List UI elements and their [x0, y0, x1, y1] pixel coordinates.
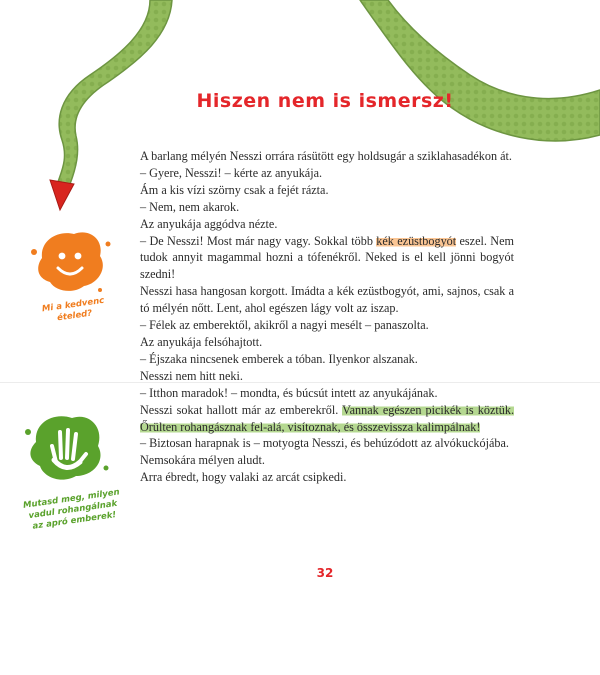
text-span: – De Nesszi! Most már nagy vagy. Sokkal több — [140, 233, 377, 248]
page-number: 32 — [316, 566, 334, 580]
story-text — [140, 148, 514, 486]
text-span: Nesszi sokat hallott már az emberekről. — [140, 402, 343, 417]
paragraph: – Gyere, Nesszi! – kérte az anyukája. — [140, 165, 323, 180]
green-highlight: Őrülten rohangásznak fel-alá, visítoznak, és összevissza kalimpálnak! — [140, 419, 481, 434]
green-highlight: Vannak egészen picikék is köztük. — [342, 402, 514, 417]
page-title: Hiszen nem is ismersz! — [196, 90, 454, 112]
paragraph: Nemsokára mélyen aludt. — [140, 453, 265, 468]
orange-highlight: kék ezüstbogyót — [376, 233, 457, 248]
paragraph: A barlang mélyén Nesszi orrára rásütött egy holdsugár a sziklahasadékon át. — [140, 149, 512, 163]
text-span: eszel. Nem tudok annyit magammal hozni a tófenékről. Neked is el kell jönni bogyót szedni! — [140, 233, 514, 282]
paragraph: Ám a kis vízi szörny csak a fejét rázta. — [140, 182, 329, 197]
paragraph: – Félek az emberektől, akikről a nagyi mesélt – panaszolta. — [140, 318, 429, 333]
paragraph: Az anyukája felsóhajtott. — [140, 334, 263, 349]
paragraph: Arra ébredt, hogy valaki az arcát csipkedi. — [140, 470, 347, 485]
paragraph — [140, 233, 514, 284]
paragraph — [140, 402, 514, 436]
paragraph: – Itthon maradok! – mondta, és búcsút intett az anyukájának. — [140, 385, 438, 400]
green-side-note: Mutasd meg, milyen vadul rohangálnak az apró emberek! — [22, 487, 121, 532]
paragraph: Nesszi hasa hangosan korgott. Imádta a kék ezüstbogyót, ami, sajnos, csak a tó mélyén nőtt. Lent, ahol egészen lágy volt az iszap. — [140, 284, 514, 316]
paragraph: – Biztosan harapnak is – motyogta Nesszi, és behúzódott az alvókuckójába. — [140, 436, 509, 451]
paragraph: – Éjszaka nincsenek emberek a tóban. Ilyenkor alszanak. — [140, 351, 418, 366]
paragraph: Nesszi nem hitt neki. — [140, 368, 243, 383]
orange-side-note: Mi a kedvenc ételed? — [41, 295, 105, 324]
paragraph: – Nem, nem akarok. — [140, 199, 240, 214]
paragraph: Az anyukája aggódva nézte. — [140, 216, 278, 231]
